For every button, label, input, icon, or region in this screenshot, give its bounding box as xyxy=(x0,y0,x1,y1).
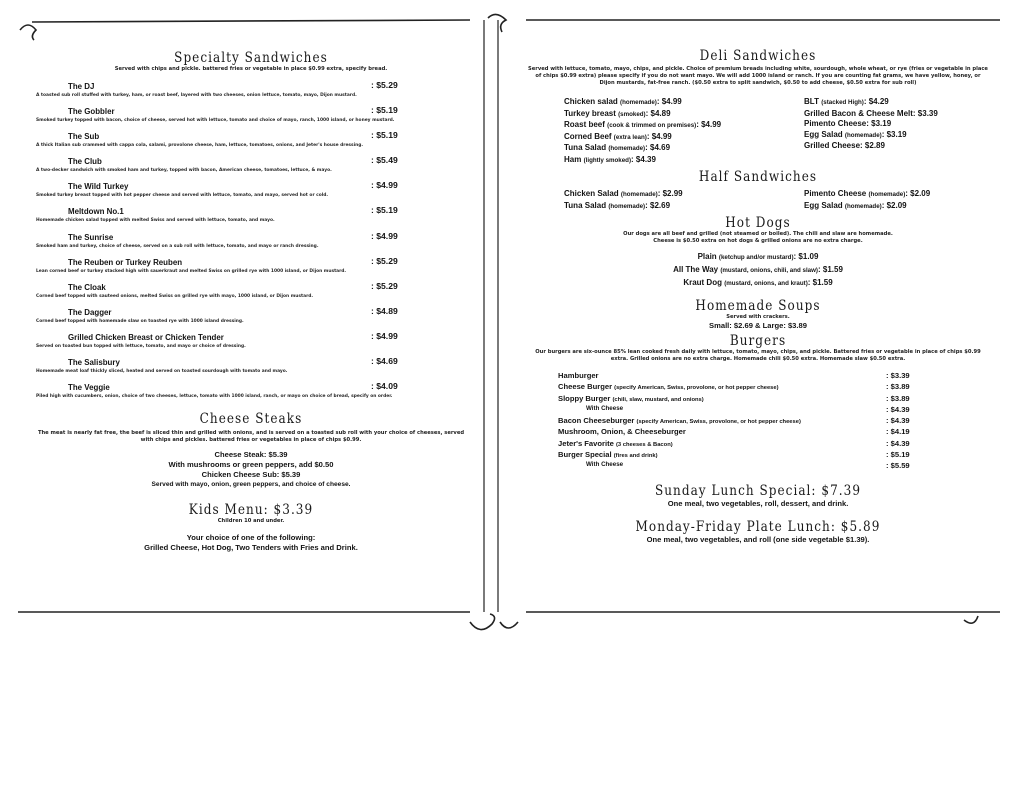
soups-prices: Small: $2.69 & Large: $3.89 xyxy=(709,321,807,330)
item-price: : $5.59 xyxy=(886,461,910,471)
weekday-plate-lunch-title: Monday-Friday Plate Lunch: $5.89 xyxy=(635,518,881,535)
item-qualifier: (extra lean) xyxy=(613,133,647,141)
cheese-steaks-title: Cheese Steaks xyxy=(199,411,303,428)
menu-item-row xyxy=(804,189,930,201)
half-sandwiches-title: Half Sandwiches xyxy=(698,169,818,185)
item-price: : $3.89 xyxy=(886,393,910,403)
item-qualifier: (chili, slaw, mustard, and onions) xyxy=(612,396,704,403)
hot-dog-item xyxy=(528,277,988,290)
sandwich-description: Lean corned beef or turkey stacked high with sauerkraut and melted Swiss on grilled rye with 1000 island, or Dijon mustard. xyxy=(36,268,347,274)
sandwich-price: : $5.19 xyxy=(371,205,398,216)
menu-item-row xyxy=(804,130,938,142)
sandwich-price: : $4.09 xyxy=(371,381,398,392)
sunday-lunch-special-description: One meal, two vegetables, roll, dessert, and drink. xyxy=(667,498,849,508)
sandwich-description: Smoked turkey breast topped with hot pepper cheese and served with lettuce, tomato, and mayo, served hot or cold. xyxy=(36,193,329,199)
item-price: : $3.89 xyxy=(886,382,910,392)
sandwich-name: The Sub xyxy=(68,131,100,142)
item-qualifier: (fires and drink) xyxy=(613,453,658,460)
item-price: : $4.29 xyxy=(863,97,889,106)
item-name: Grilled Bacon & Cheese Melt xyxy=(804,108,913,118)
burgers-title: Burgers xyxy=(729,333,787,349)
item-qualifier: (homemade) xyxy=(620,99,657,106)
burger-list xyxy=(528,371,988,473)
sandwich-item xyxy=(30,179,472,204)
item-name: Cheese Burger xyxy=(558,382,613,392)
sandwich-name: The Cloak xyxy=(68,281,106,292)
sandwich-item xyxy=(30,104,472,129)
menu-item-row xyxy=(564,132,721,144)
item-qualifier: (lightly smoked) xyxy=(583,156,632,164)
item-name: Turkey breast xyxy=(564,108,616,118)
menu-item-row xyxy=(564,155,721,167)
homemade-soups-title: Homemade Soups xyxy=(695,298,821,314)
burger-name-cell xyxy=(586,461,623,468)
item-name: Mushroom, Onion, & Cheeseburger xyxy=(558,427,686,437)
burger-name-cell xyxy=(558,427,686,436)
sandwich-name: The Salisbury xyxy=(68,357,120,368)
cheese-steak-addon: With mushrooms or green peppers, add $0.50 xyxy=(168,460,334,470)
sandwich-name: The Wild Turkey xyxy=(68,181,129,192)
burger-name-cell xyxy=(586,405,623,412)
sandwich-name: The Gobbler xyxy=(68,106,115,117)
item-price: : $5.19 xyxy=(886,450,910,460)
menu-item-row xyxy=(564,201,683,213)
item-price: : $4.69 xyxy=(645,143,671,153)
item-price: : $4.99 xyxy=(646,131,672,141)
sandwich-item xyxy=(30,280,472,305)
chicken-cheese-sub-price: Chicken Cheese Sub: $5.39 xyxy=(201,470,301,480)
sandwich-item xyxy=(30,154,472,179)
item-qualifier: (3 cheeses & Bacon) xyxy=(615,441,673,448)
item-price: : $2.09 xyxy=(905,189,931,198)
item-name: Pimento Cheese xyxy=(804,189,867,198)
burger-item xyxy=(528,371,988,382)
item-price: : $1.09 xyxy=(793,252,819,261)
deli-sandwiches-description: Served with lettuce, tomato, mayo, chips, and pickle. Choice of premium breads including white, sourdough, whole wheat, or rye (fries or vegetable in place of chips $0.99 extra) please specify if you do not want mayo. We will add 1000 island or ranch. If you are counting fat grams, we have yellow, honey, or Dijon mustards, fat-free ranch. ($0.50 extra to split sandwich, $0.50 to add cheese, $0.50 extra for sub roll) xyxy=(528,66,988,86)
sandwich-description: Smoked turkey topped with bacon, choice of cheese, served hot with lettuce, tomato and choice of mayo, ranch, 1000 island, or honey mustard. xyxy=(36,118,395,124)
item-name: Chicken salad xyxy=(564,97,618,106)
deli-sandwich-grid xyxy=(528,97,988,167)
sandwich-item xyxy=(30,204,472,229)
sandwich-name: The Sunrise xyxy=(68,231,114,242)
item-price: : $3.39 xyxy=(912,108,938,118)
item-qualifier: (specify American, Swiss, provolone, or hot pepper cheese) xyxy=(614,385,779,392)
item-qualifier: (homemade) xyxy=(868,191,906,198)
item-name: Egg Salad xyxy=(804,129,843,139)
hot-dogs-description-2: Cheese is $0.50 extra on hot dogs & grilled onions are no extra charge. xyxy=(653,238,863,244)
item-qualifier: (smoked) xyxy=(618,110,646,118)
sandwich-price: : $4.89 xyxy=(371,305,398,316)
sandwich-description: Corned beef topped with homemade slaw on toasted rye with 1000 island dressing. xyxy=(36,318,244,324)
weekday-plate-lunch-description: One meal, two vegetables, and roll (one side vegetable $1.39). xyxy=(646,534,870,544)
sandwich-name: Meltdown No.1 xyxy=(68,206,124,217)
burger-item xyxy=(528,427,988,438)
specialty-sandwiches-title: Specialty Sandwiches xyxy=(174,50,328,66)
kids-menu-note: Children 10 and under. xyxy=(217,518,285,525)
left-menu-page xyxy=(30,40,472,553)
right-menu-page xyxy=(528,40,988,545)
cheese-steak-served-with: Served with mayo, onion, green peppers, and choice of cheese. xyxy=(151,481,351,489)
half-left-column xyxy=(564,189,683,212)
item-qualifier: (cook & trimmed on premises) xyxy=(607,122,697,130)
sandwich-price: : $5.29 xyxy=(371,280,398,291)
item-name: Corned Beef xyxy=(564,131,612,141)
item-name: Roast beef xyxy=(564,120,605,130)
sunday-lunch-special-title: Sunday Lunch Special: $7.39 xyxy=(654,482,862,499)
item-price: : $4.39 xyxy=(631,154,656,164)
burgers-description: Our burgers are six-ounce 85% lean cooked fresh daily with lettuce, tomato, mayo, chips, and pickle. Battered fries or vegetable in place of chips $0.99 extra. Grilled onions are no extra charge. Homemade chili $0.50 extra. Homemade slaw $0.50 extra. xyxy=(535,349,981,362)
item-qualifier: (mustard, onions, and kraut) xyxy=(724,280,808,287)
item-name: BLT xyxy=(804,97,819,106)
burger-name-cell xyxy=(558,439,673,448)
item-price: : $4.39 xyxy=(886,438,910,448)
item-price: : $4.99 xyxy=(696,120,722,130)
sandwich-item xyxy=(30,255,472,280)
burger-item xyxy=(528,416,988,427)
menu-item-row xyxy=(804,119,938,130)
sandwich-name: The Reuben or Turkey Reuben xyxy=(68,256,183,267)
item-name: Kraut Dog xyxy=(683,278,722,287)
sandwich-item xyxy=(30,330,472,355)
item-qualifier: (homemade) xyxy=(620,191,658,198)
item-name: Plain xyxy=(697,252,717,261)
menu-item-row xyxy=(804,109,938,120)
sandwich-description: Homemade meat loaf thickly sliced, heated and served on toasted sourdough with tomato and mayo. xyxy=(36,369,288,375)
item-name: Sloppy Burger xyxy=(558,393,611,403)
item-qualifier: (mustard, onions, chili, and slaw) xyxy=(720,267,818,274)
specialty-sandwiches-subtitle: Served with chips and pickle. battered fries or vegetable in place $0.99 extra, specify bread. xyxy=(114,66,388,72)
burger-item xyxy=(528,382,988,393)
cheese-steaks-description: The meat is nearly fat free, the beef is sliced thin and grilled with onions, and is served on a toasted sub roll with your choice of cheeses, served with chips and pickles. battered fries or vegetables in place of chips $0.99. xyxy=(37,430,465,444)
kids-menu-title: Kids Menu: $3.39 xyxy=(188,502,314,519)
deli-left-column xyxy=(564,97,721,167)
sandwich-price: : $5.29 xyxy=(371,255,398,266)
item-name: Hamburger xyxy=(558,371,599,380)
item-price: : $4.39 xyxy=(886,416,910,426)
item-price: : $4.19 xyxy=(886,427,910,437)
item-price: : $2.99 xyxy=(657,189,683,198)
item-name: Bacon Cheeseburger xyxy=(558,416,635,426)
menu-item-row xyxy=(564,120,721,132)
item-name: Tuna Salad xyxy=(564,143,607,153)
sandwich-price: : $5.29 xyxy=(371,80,398,90)
burger-item xyxy=(528,450,988,461)
burger-name-cell xyxy=(558,382,779,391)
item-price: : $4.39 xyxy=(886,404,910,414)
sandwich-price: : $4.69 xyxy=(371,356,398,367)
menu-item-row xyxy=(804,141,938,152)
sandwich-name: The Club xyxy=(68,156,102,167)
hot-dogs-description-1: Our dogs are all beef and grilled (not steamed or boiled). The chili and slaw are homemade. xyxy=(623,231,893,237)
sandwich-item xyxy=(30,129,472,154)
menu-item-row xyxy=(564,109,721,121)
sandwich-price: : $4.99 xyxy=(371,330,398,341)
burger-item xyxy=(528,405,988,416)
hot-dog-item xyxy=(528,264,988,277)
sandwich-description: A two-decker sandwich with smoked ham and turkey, topped with bacon, American cheese, tomatoes, lettuce, & mayo. xyxy=(36,168,332,174)
sandwich-description: Smoked ham and turkey, choice of cheese, served on a sub roll with lettuce, tomato, and mayo or ranch dressing. xyxy=(36,243,319,249)
menu-item-row xyxy=(564,189,683,201)
burger-name-cell xyxy=(558,450,658,459)
sandwich-item xyxy=(30,380,472,405)
item-qualifier: (homemade) xyxy=(608,145,646,153)
burger-name-cell xyxy=(558,371,599,380)
sandwich-price: : $4.99 xyxy=(371,180,398,191)
hot-dog-item xyxy=(528,251,988,264)
deli-sandwiches-title: Deli Sandwiches xyxy=(699,48,817,64)
sandwich-description: Homemade chicken salad topped with melted Swiss and served with lettuce, tomato, and mayo. xyxy=(36,218,275,224)
burger-item xyxy=(528,461,988,472)
item-price: : $4.89 xyxy=(645,108,671,118)
item-name: With Cheese xyxy=(586,404,624,412)
sandwich-description: Corned beef topped with sauteed onions, melted Swiss on grilled rye with mayo, 1000 island, or Dijon mustard. xyxy=(36,293,314,299)
sandwich-price: : $5.19 xyxy=(371,130,398,141)
sandwich-name: The Veggie xyxy=(68,382,110,393)
hot-dog-list xyxy=(528,251,988,290)
item-qualifier: (specify American, Swiss, provolone, or hot pepper cheese) xyxy=(636,419,801,426)
item-name: Ham xyxy=(564,154,582,164)
item-name: All The Way xyxy=(673,265,719,274)
sandwich-price: : $4.99 xyxy=(371,230,398,241)
sandwich-description: A toasted sub roll stuffed with turkey, ham, or roast beef, layered with two cheeses, onion lettuce, tomato, mayo, Dijon mustard. xyxy=(36,93,357,98)
sandwich-description: Served on toasted bun topped with lettuce, tomato, and mayo or choice of dressing. xyxy=(36,343,246,349)
item-qualifier: (homemade) xyxy=(844,202,882,210)
half-sandwich-grid xyxy=(528,189,988,215)
burger-item xyxy=(528,439,988,450)
item-price: : $4.99 xyxy=(656,97,682,106)
menu-item-row xyxy=(564,97,721,109)
item-name: Tuna Salad xyxy=(564,200,607,210)
burger-item xyxy=(528,394,988,405)
menu-item-row xyxy=(804,97,938,109)
item-name: Egg Salad xyxy=(804,200,843,210)
sandwich-description: Piled high with cucumbers, onion, choice of two cheeses, lettuce, tomato with 1000 island, ranch, or mayo on choice of bread, specify on order. xyxy=(36,394,393,400)
sandwich-description: A thick Italian sub crammed with cappa cola, salami, provolone cheese, ham, lettuce, tomatoes, onions, and Jeter's house dressing. xyxy=(36,143,364,149)
hot-dogs-title: Hot Dogs xyxy=(725,215,791,231)
item-qualifier: (stacked High) xyxy=(821,99,864,106)
sandwich-price: : $5.19 xyxy=(371,105,398,116)
kids-menu-line1: Your choice of one of the following: xyxy=(186,533,316,543)
item-price: : $2.89 xyxy=(860,141,885,151)
cheese-steak-price: Cheese Steak: $5.39 xyxy=(214,450,288,460)
item-name: Grilled Cheese xyxy=(804,141,861,151)
item-price: : $3.19 xyxy=(866,119,892,129)
menu-item-row xyxy=(804,201,930,213)
sandwich-name: Grilled Chicken Breast or Chicken Tender xyxy=(68,331,224,342)
sandwich-item xyxy=(30,79,472,104)
item-price: : $2.69 xyxy=(645,200,671,210)
half-right-column xyxy=(804,189,930,212)
item-name: Pimento Cheese xyxy=(804,119,867,129)
item-price: : $1.59 xyxy=(807,278,833,287)
sandwich-name: The Dagger xyxy=(68,306,112,317)
kids-menu-line2: Grilled Cheese, Hot Dog, Two Tenders with Fries and Drink. xyxy=(144,543,358,553)
sandwich-price: : $5.49 xyxy=(371,155,398,166)
sandwich-item xyxy=(30,355,472,380)
item-price: : $3.39 xyxy=(886,371,910,380)
burger-name-cell xyxy=(558,416,801,425)
item-qualifier: (ketchup and/or mustard) xyxy=(718,254,794,261)
deli-right-column xyxy=(804,97,938,152)
item-name: Jeter's Favorite xyxy=(558,438,614,448)
item-name: Chicken Salad xyxy=(564,189,619,198)
sandwich-item xyxy=(30,230,472,255)
menu-item-row xyxy=(564,143,721,155)
item-price: : $2.09 xyxy=(881,200,907,210)
item-price: : $1.59 xyxy=(818,265,843,274)
burger-name-cell xyxy=(558,394,704,403)
item-price: : $3.19 xyxy=(881,129,907,139)
item-name: Burger Special xyxy=(558,450,612,460)
item-name: With Cheese xyxy=(586,461,624,469)
item-qualifier: (homemade) xyxy=(844,131,882,139)
sandwich-name: The DJ xyxy=(68,81,95,91)
soups-note: Served with crackers. xyxy=(726,314,790,320)
item-qualifier: (homemade) xyxy=(608,202,646,210)
sandwich-item xyxy=(30,305,472,330)
specialty-sandwich-list xyxy=(30,79,472,405)
